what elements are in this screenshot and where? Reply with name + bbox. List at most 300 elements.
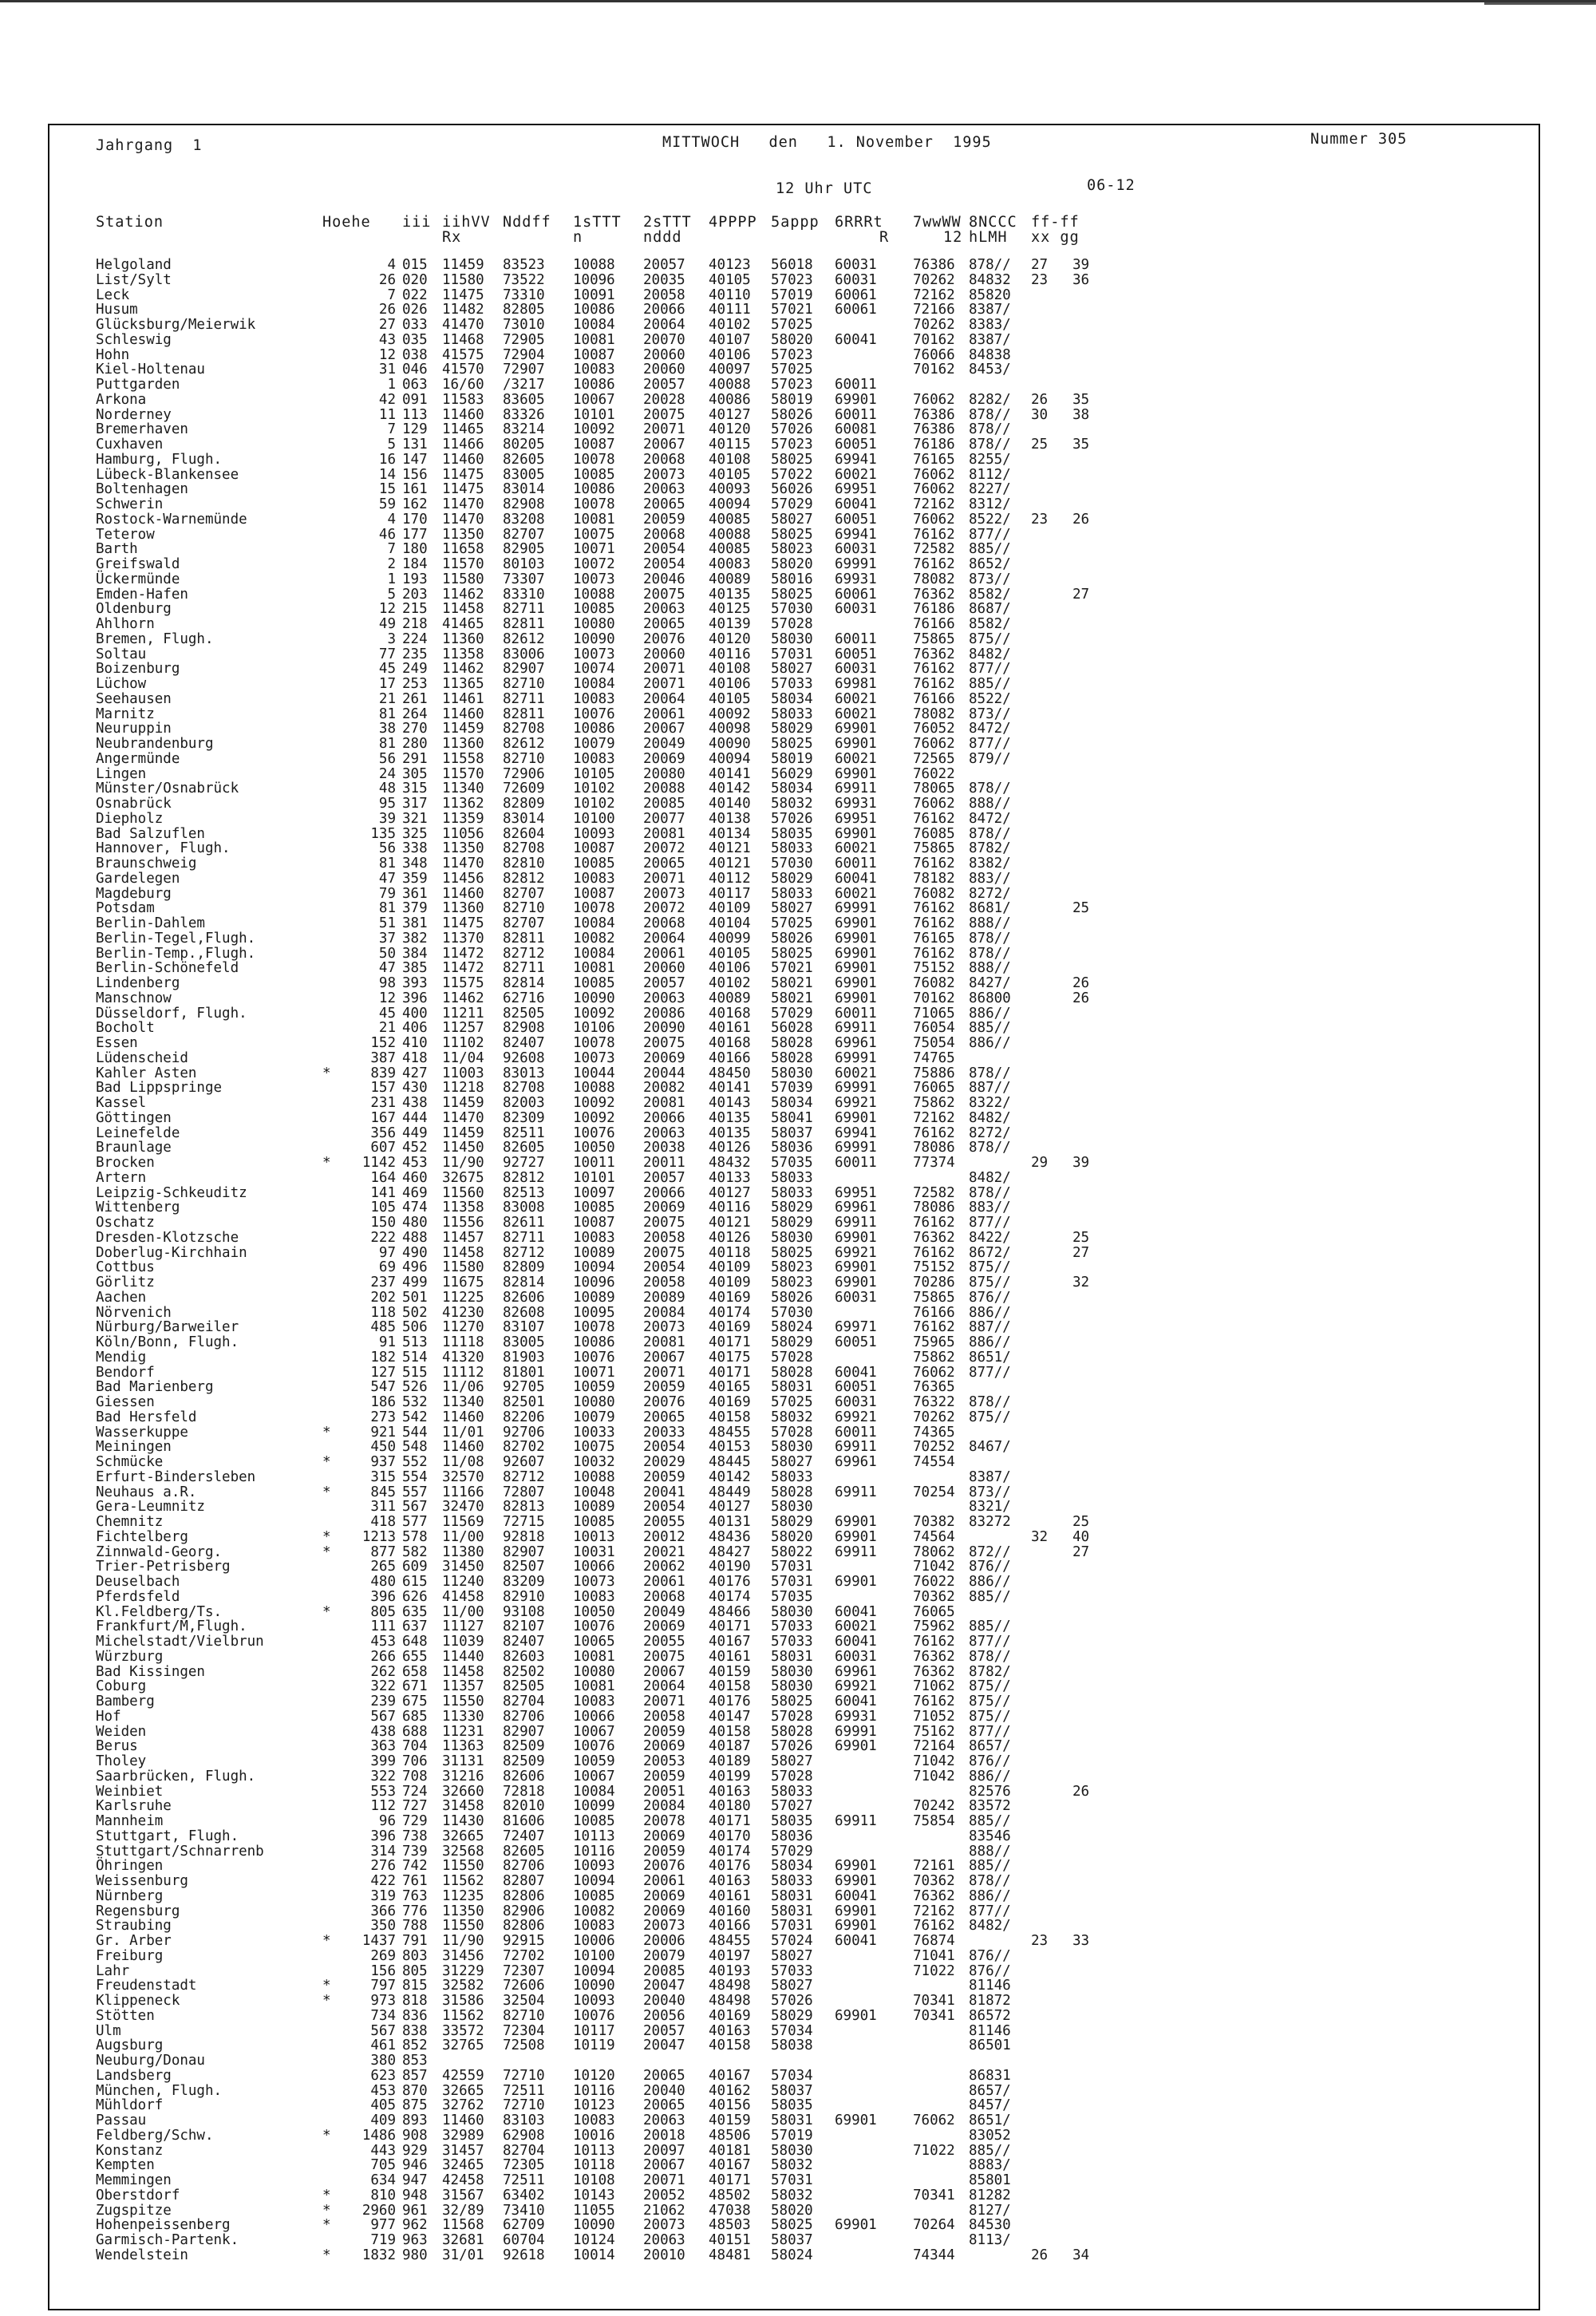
station-name: Frankfurt/M,Flugh. [96, 1618, 247, 1635]
temp-value: 10081 [573, 960, 615, 977]
station-name: Marnitz [96, 705, 155, 722]
weather-value: 75162 [913, 1723, 955, 1740]
station-height: 156 [370, 1962, 396, 1979]
mountain-flag: * [322, 1978, 331, 1994]
precip-value: 60021 [835, 750, 877, 767]
pressure-value: 40139 [709, 616, 751, 632]
table-row [96, 1485, 1532, 1500]
table-row [96, 796, 1532, 812]
dewpoint-value: 20071 [643, 421, 685, 438]
temp-value: 10067 [573, 1768, 615, 1784]
pressure-value: 40160 [709, 1903, 751, 1919]
precip-value: 69961 [835, 1035, 877, 1051]
weather-value: 74765 [913, 1049, 955, 1066]
temp-value: 10108 [573, 2172, 615, 2188]
temp-value: 10124 [573, 2232, 615, 2248]
station-height: 186 [370, 1394, 396, 1410]
pressure-value: 40116 [709, 646, 751, 662]
station-height: 4 [387, 257, 396, 273]
station-height: 418 [370, 1514, 396, 1530]
temp-value: 10066 [573, 1708, 615, 1725]
station-id: 805 [402, 1962, 428, 1979]
station-name: Gera-Leumnitz [96, 1499, 205, 1516]
precip-value: 60051 [835, 646, 877, 662]
station-name: Tholey [96, 1753, 147, 1769]
station-name: Helgoland [96, 257, 172, 273]
tendency-value: 58033 [771, 1783, 813, 1800]
dewpoint-value: 20084 [643, 1304, 685, 1321]
pressure-value: 40199 [709, 1768, 751, 1784]
temp-value: 10078 [573, 496, 615, 512]
dewpoint-value: 20069 [643, 1049, 685, 1066]
cloud-value: 877// [969, 1903, 1011, 1919]
tendency-value: 56018 [771, 257, 813, 273]
nddff-value: 83103 [503, 2112, 545, 2128]
dewpoint-value: 20064 [643, 1678, 685, 1695]
iihvv-value: 11570 [442, 556, 484, 572]
cloud-value: 878// [969, 421, 1011, 438]
cloud-value: 8681/ [969, 900, 1011, 917]
station-name: Rostock-Warnemünde [96, 511, 247, 528]
table-row [96, 737, 1532, 752]
pressure-value: 40109 [709, 1275, 751, 1290]
station-height: 7 [387, 541, 396, 558]
table-row [96, 1231, 1532, 1246]
table-row [96, 1978, 1532, 1994]
pressure-value: 48481 [709, 2247, 751, 2263]
iihvv-value: 41470 [442, 317, 484, 333]
nddff-value: 73307 [503, 571, 545, 587]
table-row [96, 528, 1532, 543]
station-id: 396 [402, 990, 428, 1006]
mountain-flag: * [322, 1065, 331, 1081]
table-row [96, 1306, 1532, 1321]
weather-value: 70341 [913, 2007, 955, 2024]
station-id: 193 [402, 571, 428, 587]
tendency-value: 58025 [771, 2217, 813, 2234]
temp-value: 10081 [573, 331, 615, 348]
pressure-value: 40106 [709, 676, 751, 692]
table-row [96, 677, 1532, 692]
table-row [96, 767, 1532, 782]
iihvv-value: 11470 [442, 1109, 484, 1126]
station-height: 315 [370, 1468, 396, 1485]
cloud-value: 8282/ [969, 391, 1011, 408]
cloud-value: 8467/ [969, 1439, 1011, 1456]
tendency-value: 57023 [771, 437, 813, 453]
temp-value: 10106 [573, 1020, 615, 1037]
nddff-value: 82505 [503, 1005, 545, 1022]
station-name: Görlitz [96, 1275, 155, 1290]
tendency-value: 57035 [771, 1588, 813, 1605]
iihvv-value: 11459 [442, 721, 484, 737]
weather-value: 76162 [913, 661, 955, 678]
cloud-value: 885// [969, 1020, 1011, 1037]
cloud-value: 876// [969, 1947, 1011, 1964]
pressure-value: 40176 [709, 1694, 751, 1709]
pressure-value: 40171 [709, 1618, 751, 1635]
weather-value: 70382 [913, 1514, 955, 1530]
pressure-value: 40118 [709, 1244, 751, 1261]
tendency-value: 57031 [771, 1918, 813, 1935]
table-row [96, 2024, 1532, 2039]
station-id: 626 [402, 1588, 428, 1605]
iihvv-value: 11462 [442, 661, 484, 678]
nddff-value: 81903 [503, 1349, 545, 1365]
table-row [96, 1964, 1532, 1979]
pressure-value: 40180 [709, 1798, 751, 1815]
tendency-value: 58033 [771, 1184, 813, 1201]
weather-value: 72161 [913, 1858, 955, 1875]
pressure-value: 40158 [709, 1409, 751, 1425]
dewpoint-value: 20047 [643, 2037, 685, 2054]
dewpoint-value: 20060 [643, 960, 685, 977]
weather-value: 76165 [913, 451, 955, 468]
weather-value: 70262 [913, 317, 955, 333]
station-height: 705 [370, 2157, 396, 2174]
station-height: 1486 [361, 2127, 396, 2144]
nddff-value: 83005 [503, 466, 545, 483]
dewpoint-value: 20051 [643, 1783, 685, 1800]
gust-value: 26 [1031, 2247, 1049, 2263]
table-row [96, 318, 1532, 333]
dewpoint-value: 20068 [643, 915, 685, 931]
iihvv-value: 11211 [442, 1005, 484, 1022]
gust-max-value: 25 [1073, 1229, 1090, 1246]
cloud-value: 84838 [969, 346, 1011, 363]
pressure-value: 40159 [709, 1663, 751, 1680]
iihvv-value: 11127 [442, 1618, 484, 1635]
tendency-value: 58033 [771, 705, 813, 722]
tendency-value: 58034 [771, 781, 813, 797]
pressure-value: 40187 [709, 1738, 751, 1755]
station-height: 38 [378, 721, 396, 737]
temp-value: 10059 [573, 1753, 615, 1769]
cloud-value: 886// [969, 1304, 1011, 1321]
dewpoint-value: 20069 [643, 1887, 685, 1904]
nddff-value: 82704 [503, 1694, 545, 1709]
precip-value: 69901 [835, 960, 877, 977]
scan-edge-line-right [1484, 2, 1596, 5]
station-id: 480 [402, 1215, 428, 1231]
station-name: Kiel-Holtenau [96, 362, 205, 378]
precip-value: 60041 [835, 1603, 877, 1620]
weather-value: 74554 [913, 1454, 955, 1470]
temp-value: 10143 [573, 2187, 615, 2203]
cloud-value: 877// [969, 526, 1011, 543]
mountain-flag: * [322, 1155, 331, 1171]
table-row [96, 1530, 1532, 1545]
station-name: Hof [96, 1708, 121, 1725]
cloud-value: 885// [969, 1618, 1011, 1635]
tendency-value: 58023 [771, 1259, 813, 1276]
table-row [96, 1889, 1532, 1904]
table-row [96, 1171, 1532, 1186]
dewpoint-value: 20085 [643, 796, 685, 812]
iihvv-value: 11468 [442, 331, 484, 348]
dewpoint-value: 21062 [643, 2202, 685, 2219]
station-height: 734 [370, 2007, 396, 2024]
tendency-value: 58030 [771, 1499, 813, 1516]
dewpoint-value: 20088 [643, 781, 685, 797]
dewpoint-value: 20029 [643, 1454, 685, 1470]
dewpoint-value: 20075 [643, 586, 685, 603]
station-id: 410 [402, 1035, 428, 1051]
temp-value: 10086 [573, 721, 615, 737]
precip-value: 69961 [835, 1663, 877, 1680]
iihvv-value: 11580 [442, 571, 484, 587]
dewpoint-value: 20061 [643, 945, 685, 962]
nddff-value: 82612 [503, 630, 545, 647]
station-name: Freiburg [96, 1947, 164, 1964]
temp-value: 10067 [573, 391, 615, 408]
table-row [96, 1679, 1532, 1694]
temp-value: 10059 [573, 1379, 615, 1396]
nddff-value: 72807 [503, 1484, 545, 1500]
weather-value: 71042 [913, 1559, 955, 1575]
station-id: 170 [402, 511, 428, 528]
station-id: 317 [402, 796, 428, 812]
weather-value: 76166 [913, 616, 955, 632]
weather-value: 76162 [913, 1694, 955, 1709]
precip-value: 69981 [835, 676, 877, 692]
pressure-value: 48427 [709, 1543, 751, 1560]
dewpoint-value: 20046 [643, 571, 685, 587]
tendency-value: 58030 [771, 1603, 813, 1620]
table-row [96, 1140, 1532, 1156]
station-height: 21 [378, 1020, 396, 1037]
tendency-value: 58029 [771, 1215, 813, 1231]
tendency-value: 57028 [771, 1349, 813, 1365]
cloud-value: 8782/ [969, 1663, 1011, 1680]
pressure-value: 40161 [709, 1887, 751, 1904]
dewpoint-value: 20067 [643, 1663, 685, 1680]
cloud-value: 8672/ [969, 1244, 1011, 1261]
nddff-value: 82206 [503, 1409, 545, 1425]
cloud-value: 872// [969, 1543, 1011, 1560]
precip-value: 60051 [835, 1379, 877, 1396]
iihvv-value: 11459 [442, 257, 484, 273]
table-row [96, 1021, 1532, 1036]
cloud-value: 876// [969, 1962, 1011, 1979]
station-name: Stuttgart, Flugh. [96, 1828, 239, 1844]
station-height: 150 [370, 1215, 396, 1231]
dewpoint-value: 20040 [643, 1993, 685, 2009]
nddff-value: 83326 [503, 406, 545, 423]
iihvv-value: 32681 [442, 2232, 484, 2248]
dewpoint-value: 20066 [643, 1184, 685, 1201]
pressure-value: 40158 [709, 1723, 751, 1740]
nddff-value: 72307 [503, 1962, 545, 1979]
nddff-value: 82711 [503, 690, 545, 707]
nddff-value: 83214 [503, 421, 545, 438]
station-name: Straubing [96, 1918, 172, 1935]
station-name: Garmisch-Partenk. [96, 2232, 239, 2248]
station-id: 474 [402, 1199, 428, 1216]
dewpoint-value: 20081 [643, 1334, 685, 1350]
weather-value: 72162 [913, 1109, 955, 1126]
station-id: 129 [402, 421, 428, 438]
pressure-value: 40106 [709, 960, 751, 977]
cloud-value: 83052 [969, 2127, 1011, 2144]
pressure-value: 40106 [709, 346, 751, 363]
pressure-value: 40134 [709, 825, 751, 842]
iihvv-value: 42458 [442, 2172, 484, 2188]
cloud-value: 8453/ [969, 362, 1011, 378]
table-row [96, 1156, 1532, 1171]
nddff-value: 82806 [503, 1887, 545, 1904]
cloud-value: 878// [969, 257, 1011, 273]
dewpoint-value: 20089 [643, 1289, 685, 1306]
dewpoint-value: 20064 [643, 690, 685, 707]
station-height: 311 [370, 1499, 396, 1516]
nddff-value: 82814 [503, 1275, 545, 1290]
iihvv-value: 11257 [442, 1020, 484, 1037]
temp-value: 10083 [573, 750, 615, 767]
cloud-value: 875// [969, 630, 1011, 647]
precip-value: 69901 [835, 2112, 877, 2128]
station-name: Bad Kissingen [96, 1663, 205, 1680]
temp-value: 10085 [573, 1514, 615, 1530]
dewpoint-value: 20071 [643, 1364, 685, 1381]
dewpoint-value: 20055 [643, 1514, 685, 1530]
dewpoint-value: 20059 [643, 1468, 685, 1485]
temp-value: 10094 [573, 1259, 615, 1276]
station-height: 438 [370, 1723, 396, 1740]
tendency-value: 57029 [771, 1005, 813, 1022]
table-row [96, 1096, 1532, 1111]
temp-value: 10084 [573, 1783, 615, 1800]
precip-value: 69921 [835, 1678, 877, 1695]
cloud-value: 873// [969, 705, 1011, 722]
iihvv-value: 11458 [442, 1663, 484, 1680]
table-row [96, 871, 1532, 887]
iihvv-value: 11/90 [442, 1155, 484, 1171]
station-id: 578 [402, 1528, 428, 1545]
tendency-value: 58028 [771, 1484, 813, 1500]
pressure-value: 40090 [709, 736, 751, 752]
weather-value: 71041 [913, 1947, 955, 1964]
iihvv-value: 11460 [442, 406, 484, 423]
cloud-value: 8255/ [969, 451, 1011, 468]
station-id: 635 [402, 1603, 428, 1620]
station-height: 977 [370, 2217, 396, 2234]
dewpoint-value: 20075 [643, 406, 685, 423]
station-id: 469 [402, 1184, 428, 1201]
table-row [96, 572, 1532, 587]
pressure-value: 48450 [709, 1065, 751, 1081]
station-id: 338 [402, 840, 428, 857]
iihvv-value: 11240 [442, 1574, 484, 1590]
iihvv-value: 11/06 [442, 1379, 484, 1396]
iihvv-value: 32660 [442, 1783, 484, 1800]
iihvv-value: 11235 [442, 1887, 484, 1904]
tendency-value: 58026 [771, 406, 813, 423]
station-name: Norderney [96, 406, 172, 423]
precip-value: 69911 [835, 1020, 877, 1037]
tendency-value: 58021 [771, 990, 813, 1006]
tendency-value: 58032 [771, 2157, 813, 2174]
pressure-value: 40115 [709, 437, 751, 453]
tendency-value: 58027 [771, 1947, 813, 1964]
station-height: 26 [378, 302, 396, 318]
cloud-value: 8522/ [969, 511, 1011, 528]
pressure-value: 40176 [709, 1574, 751, 1590]
station-id: 015 [402, 257, 428, 273]
table-row [96, 1575, 1532, 1590]
temp-value: 10080 [573, 616, 615, 632]
table-row [96, 991, 1532, 1006]
station-name: Göttingen [96, 1109, 172, 1126]
iihvv-value: 11270 [442, 1319, 484, 1336]
precip-value: 69901 [835, 930, 877, 947]
precip-value: 69991 [835, 1140, 877, 1156]
station-id: 557 [402, 1484, 428, 1500]
tendency-value: 58020 [771, 1528, 813, 1545]
tendency-value: 58034 [771, 690, 813, 707]
cloud-value: 888// [969, 915, 1011, 931]
pressure-value: 48498 [709, 1993, 751, 2009]
precip-value: 69991 [835, 1723, 877, 1740]
weather-value: 76162 [913, 556, 955, 572]
cloud-value: 84832 [969, 271, 1011, 288]
station-height: 4 [387, 511, 396, 528]
weather-value: 70242 [913, 1798, 955, 1815]
weather-value: 70264 [913, 2217, 955, 2234]
pressure-value: 40120 [709, 630, 751, 647]
pressure-value: 40133 [709, 1169, 751, 1186]
station-id: 427 [402, 1065, 428, 1081]
tendency-value: 58041 [771, 1109, 813, 1126]
temp-value: 10086 [573, 377, 615, 393]
station-id: 180 [402, 541, 428, 558]
temp-value: 10065 [573, 1634, 615, 1650]
nddff-value: 82710 [503, 900, 545, 917]
pressure-value: 40083 [709, 556, 751, 572]
pressure-value: 40141 [709, 1080, 751, 1097]
iihvv-value: 11003 [442, 1065, 484, 1081]
precip-value: 60061 [835, 287, 877, 303]
nddff-value: 72511 [503, 2172, 545, 2188]
weather-value: 78082 [913, 571, 955, 587]
nddff-value: 82604 [503, 825, 545, 842]
cloud-value: 875// [969, 1708, 1011, 1725]
weather-value: 70254 [913, 1484, 955, 1500]
dewpoint-value: 20063 [643, 601, 685, 618]
nddff-value: 82810 [503, 856, 545, 871]
station-id: 035 [402, 331, 428, 348]
dewpoint-value: 20070 [643, 331, 685, 348]
dewpoint-value: 20067 [643, 2157, 685, 2174]
tendency-value: 58023 [771, 541, 813, 558]
station-height: 222 [370, 1229, 396, 1246]
station-id: 688 [402, 1723, 428, 1740]
iihvv-value: 11/08 [442, 1454, 484, 1470]
tendency-value: 57034 [771, 2067, 813, 2084]
station-id: 948 [402, 2187, 428, 2203]
cloud-value: 81146 [969, 2022, 1011, 2039]
nddff-value: 72904 [503, 346, 545, 363]
station-height: 59 [378, 496, 396, 512]
precip-value: 69911 [835, 1439, 877, 1456]
precip-value: 69951 [835, 481, 877, 498]
dewpoint-value: 20065 [643, 2067, 685, 2084]
weather-value: 70362 [913, 1588, 955, 1605]
station-height: 921 [370, 1424, 396, 1441]
station-name: Lindenberg [96, 975, 180, 991]
temp-value: 10101 [573, 406, 615, 423]
nddff-value: 92705 [503, 1379, 545, 1396]
